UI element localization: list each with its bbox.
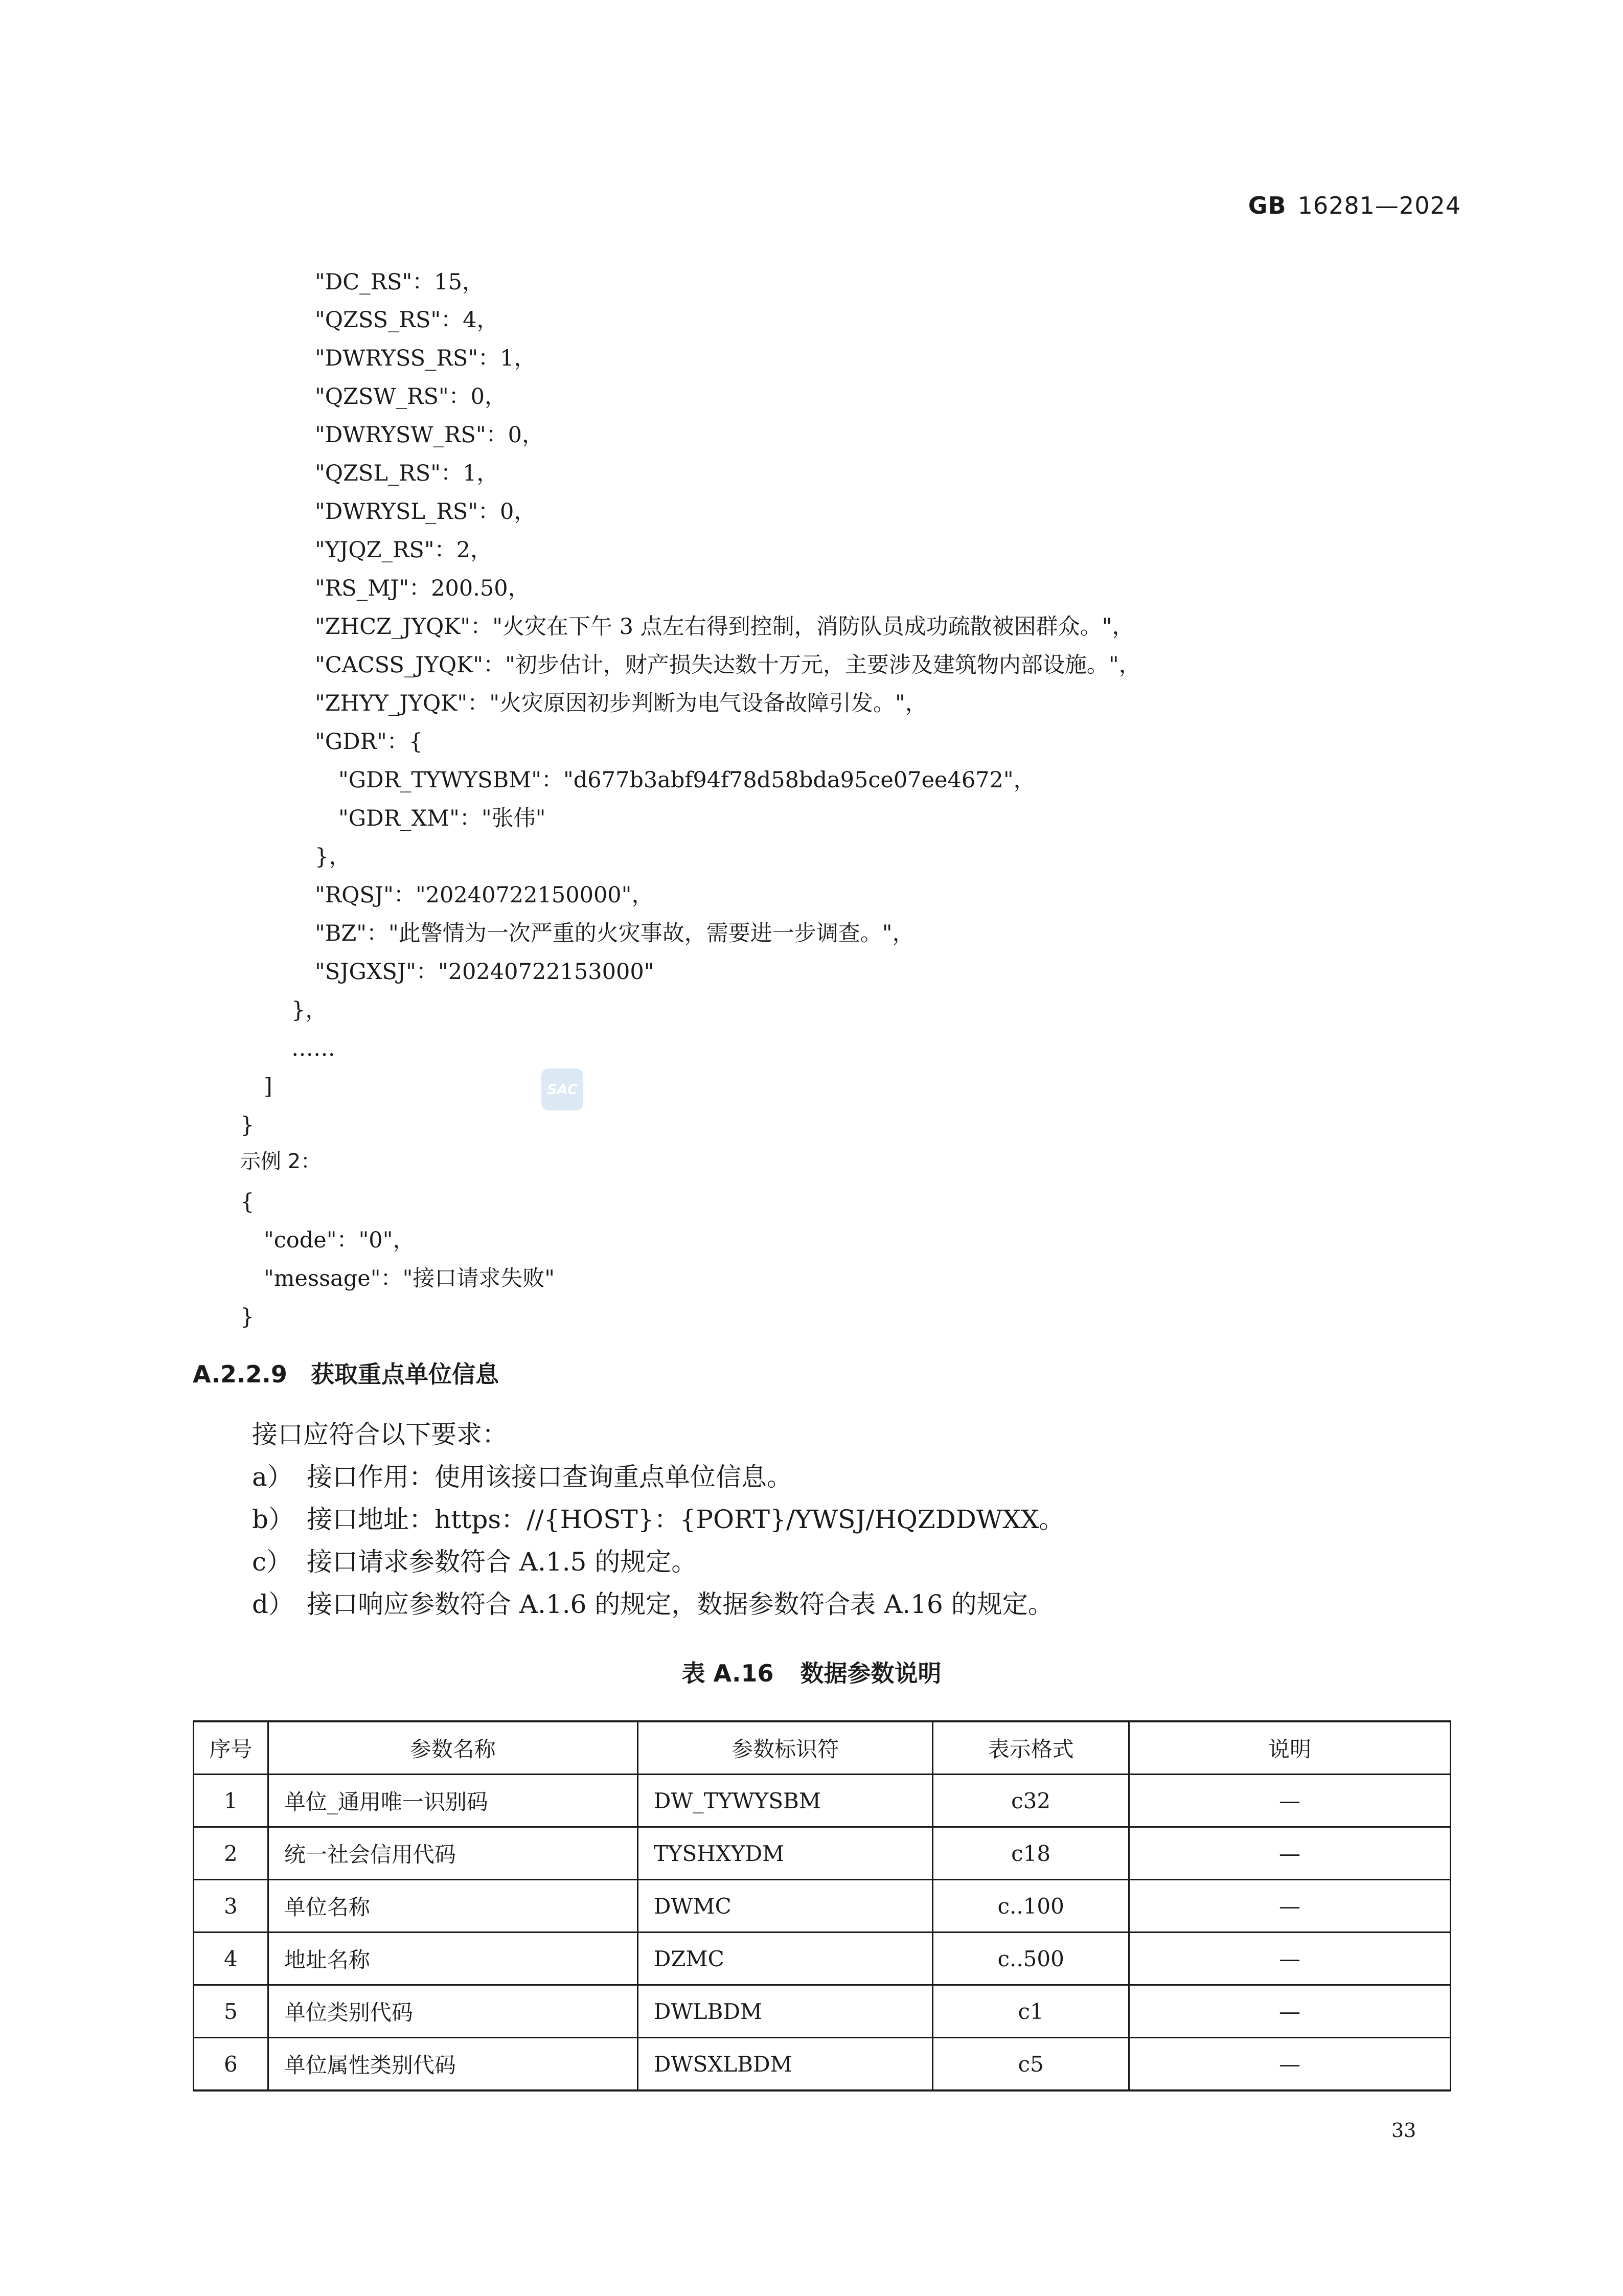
cell-note: — [1129,1880,1450,1933]
cell-param-name: 单位名称 [268,1880,637,1933]
code-line: "YJQZ_RS"：2， [315,537,493,563]
table-row [194,1985,1451,2038]
table-row [194,1880,1451,1933]
table-row [194,1827,1451,1880]
cell-format: c..500 [933,1933,1129,1985]
section-number: A.2.2.9 [193,1360,287,1388]
list-item-marker: d） [252,1589,294,1619]
cell-format: c32 [933,1775,1129,1827]
cell-index: 3 [194,1880,268,1933]
code-line: "ZHCZ_JYQK"："火灾在下午 3 点左右得到控制，消防队员成功疏散被困群众。"， [315,614,1134,640]
sac-watermark: SAC [541,1069,583,1110]
table-caption: 数据参数说明 [800,1660,942,1687]
cell-note: — [1129,2038,1450,2091]
cell-param-name: 单位_通用唯一识别码 [268,1775,637,1827]
table-header-row [194,1721,1451,1775]
code-line: "QZSS_RS"：4， [315,307,499,333]
cell-note: — [1129,1985,1450,2038]
column-header: 表示格式 [933,1721,1129,1775]
list-item-text: 接口响应参数符合 A.1.6 的规定，数据参数符合表 A.16 的规定。 [307,1589,1054,1619]
cell-identifier: DW_TYWYSBM [637,1775,933,1827]
cell-format: c5 [933,2038,1129,2091]
code-line: "SJGXSJ"："20240722153000" [315,959,654,985]
cell-format: c1 [933,1985,1129,2038]
cell-param-name: 单位属性类别代码 [268,2038,637,2091]
cell-note: — [1129,1933,1450,1985]
example-2-label: 示例 2： [240,1150,322,1173]
code-line: ] [264,1074,272,1100]
cell-format: c18 [933,1827,1129,1880]
table-title [0,1655,1623,1689]
code-line: }， [291,997,328,1023]
code-line: "GDR_TYWYSBM"："d677b3abf94f78d58bda95ce07ee4672"， [338,767,1036,793]
code-line: "DWRYSL_RS"：0， [315,499,536,525]
list-item-marker: b） [252,1505,294,1534]
cell-note: — [1129,1775,1450,1827]
code-line: }， [315,844,351,870]
code-line: } [240,1304,255,1330]
code-line: "code"："0"， [264,1227,415,1253]
page-number: 33 [1391,2119,1416,2142]
code-line: } [240,1112,255,1138]
cell-index: 4 [194,1933,268,1985]
table-row [194,1933,1451,1985]
standard-code: 16281—2024 [1297,192,1461,219]
code-line: "RQSJ"："20240722150000"， [315,882,654,908]
section-title: 获取重点单位信息 [310,1360,499,1388]
cell-format: c..100 [933,1880,1129,1933]
table-row [194,2038,1451,2091]
cell-identifier: DWMC [637,1880,933,1933]
standard-prefix: GB [1248,192,1287,219]
cell-identifier: DWSXLBDM [637,2038,933,2091]
cell-identifier: DWLBDM [637,1985,933,2038]
cell-index: 6 [194,2038,268,2091]
column-header: 参数名称 [268,1721,637,1775]
code-line: "RS_MJ"：200.50， [315,576,530,601]
column-header: 参数标识符 [637,1721,933,1775]
cell-param-name: 地址名称 [268,1933,637,1985]
table-row [194,1775,1451,1827]
cell-identifier: TYSHXYDM [637,1827,933,1880]
list-item-marker: a） [252,1462,293,1492]
standard-number [1248,192,1461,219]
cell-identifier: DZMC [637,1933,933,1985]
cell-note: — [1129,1827,1450,1880]
code-line: "BZ"："此警情为一次严重的火灾事故，需要进一步调查。"， [315,921,915,946]
cell-index: 5 [194,1985,268,2038]
cell-param-name: 统一社会信用代码 [268,1827,637,1880]
list-item-text: 接口请求参数符合 A.1.5 的规定。 [307,1547,697,1577]
code-line: "DWRYSW_RS"：0， [315,422,544,448]
list-item-marker: c） [252,1547,292,1577]
cell-index: 1 [194,1775,268,1827]
cell-index: 2 [194,1827,268,1880]
code-line: "QZSW_RS"：0， [315,384,507,410]
list-item-text: 接口地址：https：//{HOST}：{PORT}/YWSJ/HQZDDWXX。 [307,1505,1065,1534]
code-line: { [240,1189,255,1215]
section-intro: 接口应符合以下要求： [252,1420,508,1449]
code-line: "DC_RS"：15， [315,269,484,295]
code-line: "ZHYY_JYQK"："火灾原因初步判断为电气设备故障引发。"， [315,691,927,716]
table-number: 表 A.16 [681,1660,774,1687]
data-parameter-table [193,1720,1451,2092]
code-line: "QZSL_RS"：1， [315,461,499,486]
section-heading [193,1356,499,1390]
code-line: "CACSS_JYQK"："初步估计，财产损失达数十万元，主要涉及建筑物内部设施。"， [315,652,1141,678]
code-line: "GDR_XM"："张伟" [338,806,546,831]
code-line: …… [291,1036,335,1061]
code-line: "DWRYSS_RS"：1， [315,346,536,371]
code-line: "GDR"：{ [315,729,423,755]
list-item-text: 接口作用：使用该接口查询重点单位信息。 [307,1462,792,1492]
cell-param-name: 单位类别代码 [268,1985,637,2038]
column-header: 说明 [1129,1721,1450,1775]
column-header: 序号 [194,1721,268,1775]
code-line: "message"："接口请求失败" [264,1266,555,1291]
